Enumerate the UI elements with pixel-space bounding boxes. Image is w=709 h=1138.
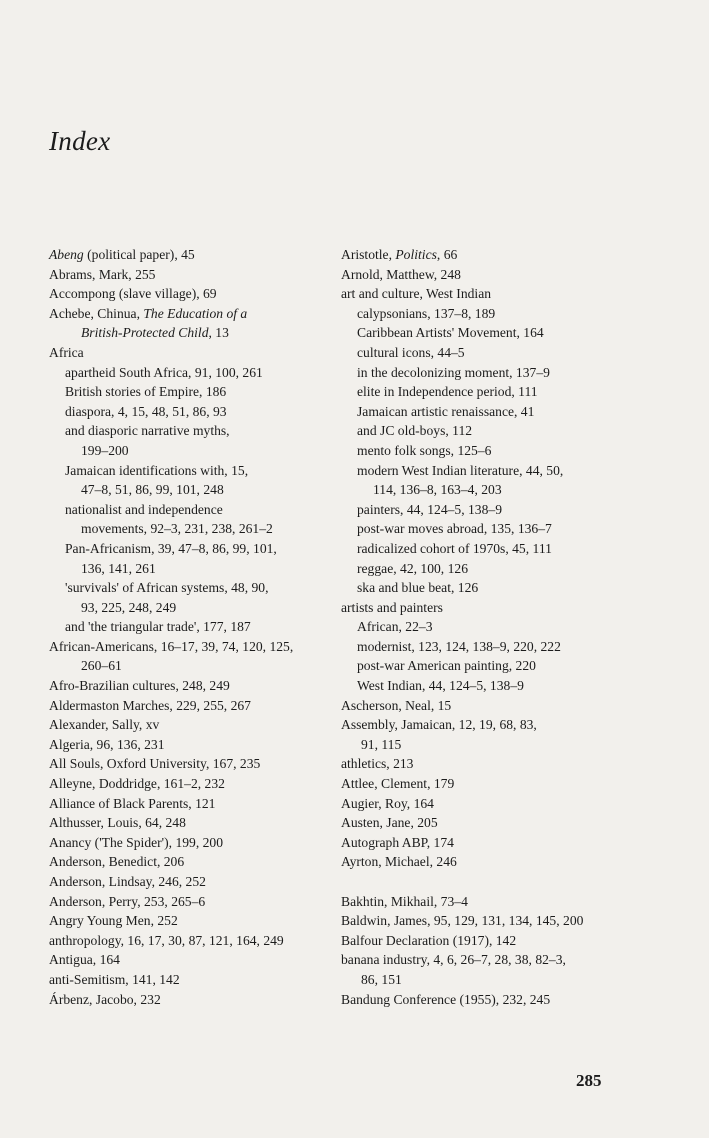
index-entry [49, 970, 334, 990]
index-entry-text: Accompong (slave village), 69 [49, 286, 217, 302]
index-subentry [341, 617, 641, 637]
index-entry-text: Augier, Roy, 164 [341, 795, 434, 811]
index-entry [341, 931, 641, 951]
index-subentry [49, 441, 334, 461]
index-subentry [341, 421, 641, 441]
index-entry [49, 284, 334, 304]
index-entry-text: athletics, 213 [341, 756, 414, 772]
index-subentry [49, 480, 334, 500]
index-entry [49, 245, 334, 265]
index-entry-text: , 13 [208, 325, 229, 341]
index-entry-text: in the decolonizing moment, 137–9 [357, 364, 550, 380]
index-subentry [49, 500, 334, 520]
index-entry [341, 715, 641, 735]
index-entry-text: Pan-Africanism, 39, 47–8, 86, 99, 101, [65, 540, 277, 556]
index-entry-text: post-war moves abroad, 135, 136–7 [357, 521, 552, 537]
index-entry-text: 136, 141, 261 [81, 560, 156, 576]
index-entry [49, 265, 334, 285]
index-entry [49, 950, 334, 970]
index-entry [49, 852, 334, 872]
index-subentry [49, 539, 334, 559]
index-entry-text: ska and blue beat, 126 [357, 580, 479, 596]
index-entry-pages: , 66 [436, 247, 458, 262]
index-entry-text: All Souls, Oxford University, 167, 235 [49, 756, 261, 772]
index-entry [49, 676, 334, 696]
index-entry-text: Antigua, 164 [49, 952, 120, 968]
index-entry-text: art and culture, West Indian [341, 286, 492, 302]
index-subentry [341, 578, 641, 598]
index-entry [341, 754, 641, 774]
index-column-right [341, 245, 641, 1009]
index-subentry [341, 656, 641, 676]
index-entry-title: British-Protected Child [81, 325, 209, 341]
index-entry-text: painters, 44, 124–5, 138–9 [357, 501, 502, 517]
index-subentry [341, 500, 641, 520]
index-subentry [49, 598, 334, 618]
index-entry-text: British stories of Empire, 186 [65, 384, 227, 400]
index-entry [341, 794, 641, 814]
index-entry [49, 990, 334, 1010]
index-subentry [341, 519, 641, 539]
index-entry-text: calypsonians, 137–8, 189 [357, 305, 496, 321]
index-subentry [341, 735, 641, 755]
index-entry-text: Ascherson, Neal, 15 [341, 697, 452, 713]
index-entry [49, 754, 334, 774]
index-subentry [341, 637, 641, 657]
index-entry [49, 911, 334, 931]
index-entry-text: Angry Young Men, 252 [49, 913, 178, 929]
index-entry-text: diaspora, 4, 15, 48, 51, 86, 93 [65, 403, 227, 419]
index-entry-text: post-war American painting, 220 [357, 658, 536, 674]
index-subentry [49, 656, 334, 676]
index-entry-text: nationalist and independence [65, 501, 223, 517]
index-entry-text: Árbenz, Jacobo, 232 [49, 991, 161, 1007]
index-entry-text: Anderson, Perry, 253, 265–6 [49, 893, 206, 909]
index-entry [341, 284, 641, 304]
index-entry-text: Anancy ('The Spider'), 199, 200 [49, 834, 224, 850]
index-entry-text: Aldermaston Marches, 229, 255, 267 [49, 697, 251, 713]
index-entry-text: African, 22–3 [357, 619, 433, 635]
index-entry-text: Alleyne, Doddridge, 161–2, 232 [49, 776, 225, 792]
index-entry-text: Africa [49, 344, 84, 360]
index-entry-text: West Indian, 44, 124–5, 138–9 [357, 678, 524, 694]
index-entry [49, 872, 334, 892]
index-subentry [341, 970, 641, 990]
index-entry [49, 343, 334, 363]
index-entry-text: Algeria, 96, 136, 231 [49, 736, 165, 752]
index-entry-text: Attlee, Clement, 179 [341, 776, 455, 792]
index-entry [341, 892, 641, 912]
index-subentry [49, 519, 334, 539]
index-subentry [341, 480, 641, 500]
index-entry [341, 598, 641, 618]
index-entry-text: Baldwin, James, 95, 129, 131, 134, 145, 200 [341, 913, 584, 929]
index-subentry [341, 539, 641, 559]
index-entry-text: Afro-Brazilian cultures, 248, 249 [49, 678, 230, 694]
index-entry-text: Austen, Jane, 205 [341, 815, 438, 831]
index-entry-text: Abrams, Mark, 255 [49, 266, 156, 282]
index-entry [341, 950, 641, 970]
index-entry-text: modernist, 123, 124, 138–9, 220, 222 [357, 638, 561, 654]
index-entry-text: (political paper), 45 [83, 247, 195, 262]
index-entry-text: 86, 151 [361, 971, 402, 987]
index-entry [49, 637, 334, 657]
index-subentry [49, 578, 334, 598]
index-entry [341, 833, 641, 853]
index-entry-text: and 'the triangular trade', 177, 187 [65, 619, 251, 635]
index-entry-text: Autograph ABP, 174 [341, 834, 454, 850]
index-entry-text: Bakhtin, Mikhail, 73–4 [341, 893, 468, 909]
index-entry-text: Ayrton, Michael, 246 [341, 854, 457, 870]
index-subentry [341, 441, 641, 461]
index-entry [49, 833, 334, 853]
index-entry [341, 696, 641, 716]
index-entry-text: radicalized cohort of 1970s, 45, 111 [357, 540, 552, 556]
index-entry-text: Aristotle, [341, 247, 396, 262]
index-subentry [49, 617, 334, 637]
index-subentry [341, 363, 641, 383]
index-entry [49, 931, 334, 951]
index-letter-gap [341, 872, 641, 892]
index-entry-text: modern West Indian literature, 44, 50, [357, 462, 564, 478]
index-subentry [341, 343, 641, 363]
index-entry-text: Jamaican identifications with, 15, [65, 462, 249, 478]
index-entry-text: artists and painters [341, 599, 443, 615]
index-entry [49, 774, 334, 794]
index-subentry [341, 382, 641, 402]
index-subentry [49, 559, 334, 579]
index-entry [49, 813, 334, 833]
index-entry [49, 696, 334, 716]
index-entry-text: anthropology, 16, 17, 30, 87, 121, 164, 249 [49, 932, 284, 948]
index-entry [341, 245, 641, 265]
index-entry-text: African-Americans, 16–17, 39, 74, 120, 125, [49, 638, 294, 654]
index-entry [341, 852, 641, 872]
index-entry [341, 774, 641, 794]
index-entry-text: anti-Semitism, 141, 142 [49, 971, 180, 987]
index-entry-text: Achebe, Chinua, [49, 305, 144, 321]
index-subentry [341, 402, 641, 422]
index-entry-text: 93, 225, 248, 249 [81, 599, 177, 615]
index-entry-text: Caribbean Artists' Movement, 164 [357, 325, 544, 341]
index-entry [49, 715, 334, 735]
index-entry-text: movements, 92–3, 231, 238, 261–2 [81, 521, 273, 537]
index-entry-text: 114, 136–8, 163–4, 203 [373, 482, 502, 498]
index-entry-text: and JC old-boys, 112 [357, 423, 473, 439]
index-entry [341, 990, 641, 1010]
index-entry [49, 304, 334, 324]
index-subentry [341, 304, 641, 324]
index-entry-title: The Education of a [143, 305, 248, 321]
index-entry-text: apartheid South Africa, 91, 100, 261 [65, 364, 263, 380]
index-entry-text: banana industry, 4, 6, 26–7, 28, 38, 82–3, [341, 952, 566, 968]
index-entry [49, 794, 334, 814]
index-entry-text: 91, 115 [361, 736, 402, 752]
page-number: 285 [576, 1071, 602, 1090]
index-entry-text: Assembly, Jamaican, 12, 19, 68, 83, [341, 717, 537, 733]
index-subentry [49, 323, 334, 343]
index-subentry [49, 363, 334, 383]
index-entry [341, 813, 641, 833]
index-subentry [49, 402, 334, 422]
index-entry-text: 'survivals' of African systems, 48, 90, [65, 580, 269, 596]
index-entry-title: Politics [395, 247, 437, 262]
index-entry-text: Alexander, Sally, xv [49, 717, 160, 733]
index-entry-text: Anderson, Benedict, 206 [49, 854, 185, 870]
index-subentry [341, 559, 641, 579]
index-subentry [341, 323, 641, 343]
index-entry-text: Alliance of Black Parents, 121 [49, 795, 216, 811]
index-entry-text: mento folk songs, 125–6 [357, 442, 492, 458]
index-entry-text: Bandung Conference (1955), 232, 245 [341, 991, 551, 1007]
index-subentry [341, 461, 641, 481]
index-entry-text: cultural icons, 44–5 [357, 344, 465, 360]
index-subentry [341, 676, 641, 696]
index-entry [341, 265, 641, 285]
index-entry [49, 892, 334, 912]
index-entry-text: Arnold, Matthew, 248 [341, 266, 461, 282]
index-entry-title: Abeng [49, 247, 84, 262]
index-entry-text: and diasporic narrative myths, [65, 423, 230, 439]
index-entry [341, 911, 641, 931]
index-entry-text: 260–61 [81, 658, 122, 674]
index-entry-text: reggae, 42, 100, 126 [357, 560, 468, 576]
index-subentry [49, 382, 334, 402]
index-entry-text: 199–200 [81, 442, 129, 458]
index-entry-text: Anderson, Lindsay, 246, 252 [49, 874, 206, 889]
index-entry-text: Jamaican artistic renaissance, 41 [357, 403, 535, 419]
index-entry [49, 735, 334, 755]
index-entry-text: elite in Independence period, 111 [357, 384, 538, 400]
index-column-left [49, 245, 334, 1009]
index-entry-text: Althusser, Louis, 64, 248 [49, 815, 186, 831]
page-title: Index [49, 126, 111, 156]
index-subentry [49, 421, 334, 441]
index-entry-text: Balfour Declaration (1917), 142 [341, 932, 517, 948]
index-subentry [49, 461, 334, 481]
index-entry-text: 47–8, 51, 86, 99, 101, 248 [81, 482, 224, 498]
